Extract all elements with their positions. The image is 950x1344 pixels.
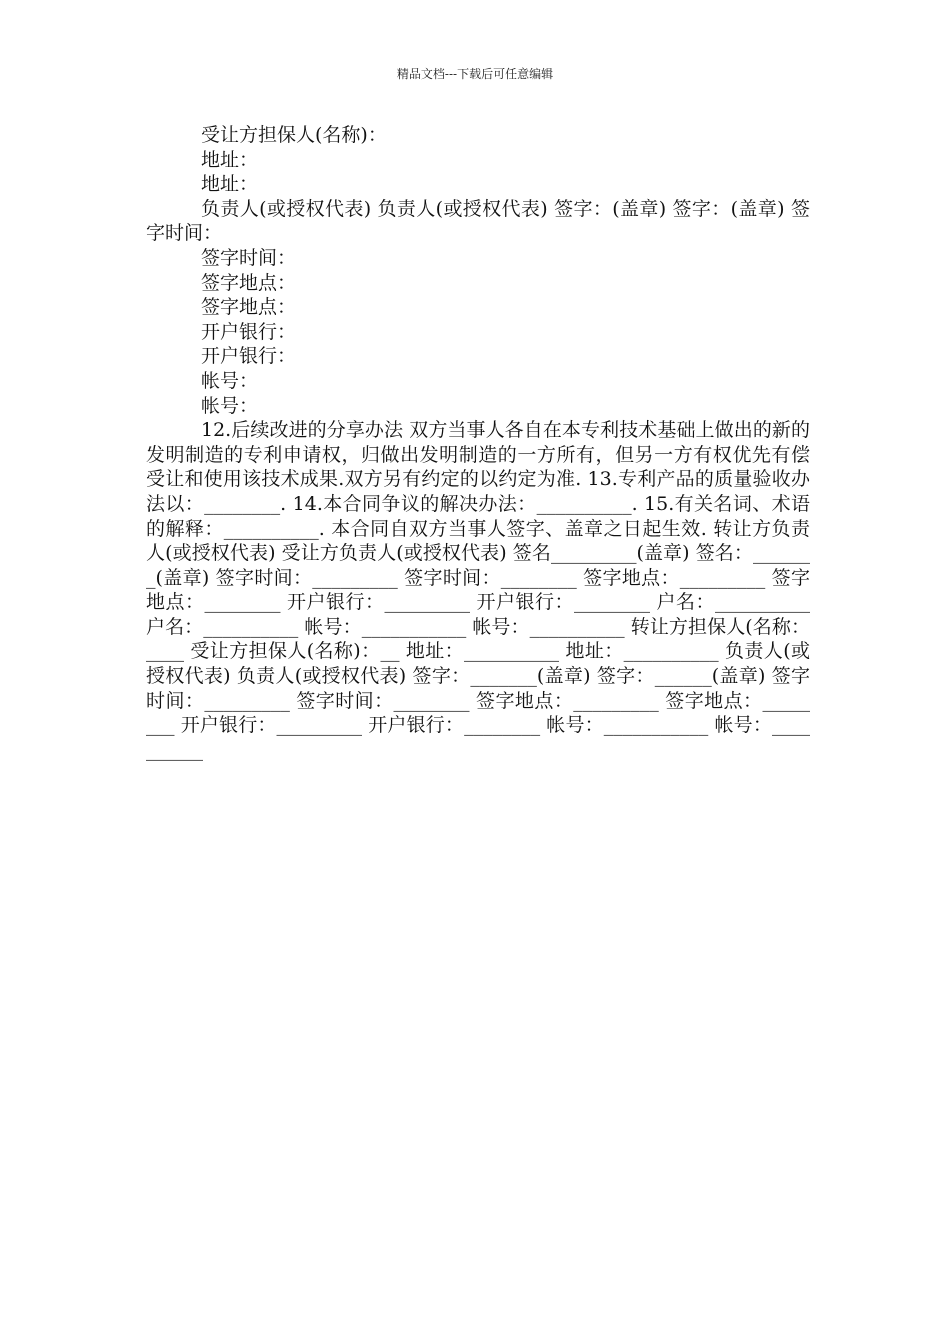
sign-place-line-2: 签字地点： bbox=[201, 296, 297, 319]
document-body bbox=[146, 123, 810, 762]
page-header: 精品文档---下载后可任意编辑 bbox=[396, 67, 554, 81]
account-line-1: 帐号： bbox=[201, 369, 259, 392]
address-line-1: 地址： bbox=[201, 148, 259, 171]
bank-line-1: 开户银行： bbox=[201, 320, 297, 343]
sign-place-line-1: 签字地点： bbox=[201, 271, 297, 294]
sign-time-line: 签字时间： bbox=[201, 246, 297, 269]
contract-clauses-paragraph: 12.后续改进的分享办法 双方当事人各自在本专利技术基础上做出的新的发明制造的专利申请权，归做出发明制造的一方所有，但另一方有权优先有偿受让和使用该技术成果.双方另有约定的以约定为准. 13.专利产品的质量验收办法以：________. 14.本合同争议的解决办法：__________. 15.有关名词、术语的解释：__________. 本合同自双方当事人签字、盖章之日起生效. 转让方负责人(或授权代表) 受让方负责人(或授权代表) 签名_________(盖章) 签名：_______(盖章) 签字时间：_________ 签字时间：________ 签字地点：_________ 签字地点：________ 开户银行：_________ 开户银行：________ 户名：__________ 户名：__________ 帐号：___________ 帐号：__________ 转让方担保人(名称：____ 受让方担保人(名称)：__ 地址：__________ 地址：__________ 负责人(或授权代表) 负责人(或授权代表) 签字：_______(盖章) 签字：______(盖章) 签字时间：_________ 签字时间：________ 签字地点：_________ 签字地点：________ 开户银行：_________ 开户银行：________ 帐号：___________ 帐号：__________ bbox=[146, 419, 810, 761]
account-line-2: 帐号： bbox=[201, 394, 259, 417]
address-line-2: 地址： bbox=[201, 173, 259, 196]
signer-paragraph: 负责人(或授权代表) 负责人(或授权代表) 签字：(盖章) 签字：(盖章) 签字时间： bbox=[146, 197, 810, 245]
guarantor-name-line: 受让方担保人(名称)： bbox=[201, 124, 387, 146]
bank-line-2: 开户银行： bbox=[201, 345, 297, 368]
